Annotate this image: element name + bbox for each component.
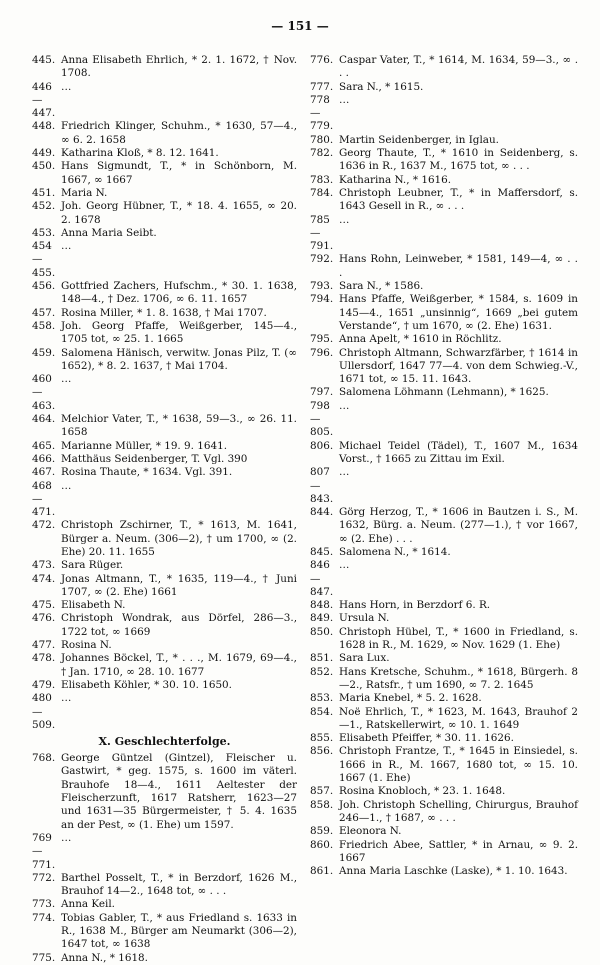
genealogy-entry xyxy=(310,214,578,254)
entry-number: 794. xyxy=(310,293,334,306)
entry-text: … xyxy=(339,93,350,106)
genealogy-entry xyxy=(310,825,578,838)
genealogy-entry xyxy=(310,400,578,440)
entry-text: Martin Seidenberger, in Iglau. xyxy=(339,133,499,146)
entry-number: 472. xyxy=(32,519,56,532)
genealogy-entry xyxy=(32,652,297,679)
genealogy-entry xyxy=(32,912,297,952)
entry-number: 449. xyxy=(32,147,56,160)
entry-text: Hans Horn, in Berzdorf 6. R. xyxy=(339,599,491,612)
genealogy-entry xyxy=(310,81,578,94)
entry-number: 783. xyxy=(310,173,334,186)
entry-number: 476. xyxy=(32,612,56,625)
genealogy-entry xyxy=(32,160,297,187)
entry-number: 465. xyxy=(32,439,56,452)
entry-text: Christoph Frantze, T., * 1645 in Einsiedel, s. 1666 in R., M. 1667, 1680 tot, ∞ 15. 10. 1667 (1. Ehe) xyxy=(339,745,578,785)
entry-text: Salomena Hänisch, verwitw. Jonas Pilz, T. (∞ 1652), * 8. 2. 1637, † Mai 1704. xyxy=(61,346,297,372)
entry-number: 806. xyxy=(310,439,334,452)
entry-text: Sara Lux. xyxy=(339,652,390,665)
entry-text: Hans Kretsche, Schuhm., * 1618, Bürgerh. 8—2., Ratsfr., † um 1690, ∞ 7. 2. 1645 xyxy=(339,665,578,691)
entry-text: Katharina Kloß, * 8. 12. 1641. xyxy=(61,147,219,160)
genealogy-entry xyxy=(310,865,578,878)
entry-text: Barthel Posselt, T., * in Berzdorf, 1626 M., Brauhof 14—2., 1648 tot, ∞ . . . xyxy=(61,871,297,898)
genealogy-entry xyxy=(310,666,578,693)
entry-text: Anna Keil. xyxy=(61,898,115,911)
entry-text: Elisabeth Köhler, * 30. 10. 1650. xyxy=(61,678,232,691)
entry-text: Katharina N., * 1616. xyxy=(339,173,452,186)
entry-text: Rosina Miller, * 1. 8. 1638, † Mai 1707. xyxy=(61,306,267,319)
genealogy-entry xyxy=(32,612,297,639)
entry-text: … xyxy=(61,479,72,492)
entry-number: 848. xyxy=(310,599,334,612)
entry-text: Marianne Müller, * 19. 9. 1641. xyxy=(61,439,228,452)
genealogy-entry xyxy=(32,679,297,692)
genealogy-entry xyxy=(32,952,297,965)
genealogy-entry xyxy=(32,692,297,732)
genealogy-entry xyxy=(32,347,297,374)
entry-number: 844. xyxy=(310,506,334,519)
genealogy-entry xyxy=(32,440,297,453)
entry-number: 459. xyxy=(32,346,56,359)
entry-text: Jonas Altmann, T., * 1635, 119—4., † Juni 1707, ∞ (2. Ehe) 1661 xyxy=(61,572,297,598)
entry-text: Friedrich Abee, Sattler, * in Arnau, ∞ 9. 2. 1667 xyxy=(339,838,578,864)
entry-text: Friedrich Klinger, Schuhm., * 1630, 57—4., ∞ 6. 2. 1658 xyxy=(61,120,297,146)
entry-number: 454—455. xyxy=(32,240,56,279)
entry-number: 785—791. xyxy=(310,213,334,253)
entry-number: 798—805. xyxy=(310,399,334,439)
entry-number: 460—463. xyxy=(32,373,56,412)
entry-text: … xyxy=(61,373,72,386)
entry-text: … xyxy=(339,399,350,412)
entry-number: 775. xyxy=(32,951,56,964)
genealogy-entry xyxy=(310,785,578,798)
entry-text: Gottfried Zachers, Hufschm., * 30. 1. 1638, 148—4., † Dez. 1706, ∞ 6. 11. 1657 xyxy=(61,280,297,306)
genealogy-entry xyxy=(310,347,578,387)
genealogy-entry xyxy=(310,839,578,866)
genealogy-entry xyxy=(310,386,578,399)
entry-text: George Güntzel (Gintzel), Fleischer u. Gastwirt, * geg. 1575, s. 1600 im väterl. Brauhofe 18—4., 1611 Aeltester der Fleischerzunft, 1617 Ratsherr, 1623—27 und 1631—35 Bürgermeister, † 5. 4. 1635 an der Pest, ∞ (1. Ehe) um 1597. xyxy=(61,752,297,831)
genealogy-entry xyxy=(32,307,297,320)
entry-text: Maria Knebel, * 5. 2. 1628. xyxy=(339,692,482,705)
genealogy-entry xyxy=(310,253,578,280)
genealogy-entry xyxy=(310,440,578,467)
entry-text: Anna N., * 1618. xyxy=(61,951,148,964)
entry-text: … xyxy=(339,466,350,479)
genealogy-entry xyxy=(310,187,578,214)
entry-number: 846—847. xyxy=(310,559,334,598)
genealogy-entry xyxy=(310,799,578,826)
entry-text: Sara N., * 1586. xyxy=(339,280,424,293)
entry-text: Rosina Thaute, * 1634. Vgl. 391. xyxy=(61,466,233,479)
entry-number: 769—771. xyxy=(32,831,56,871)
entry-text: Salomena Löhmann (Lehmann), * 1625. xyxy=(339,386,549,399)
genealogy-entry xyxy=(32,832,297,872)
entry-number: 773. xyxy=(32,898,56,911)
entry-number: 856. xyxy=(310,745,334,758)
entry-text: Anna Maria Seibt. xyxy=(61,226,157,239)
entry-text: Michael Teidel (Tädel), T., 1607 M., 1634 Vorst., † 1665 zu Zittau im Exil. xyxy=(339,439,578,465)
entry-number: 778—779. xyxy=(310,93,334,133)
entry-list-c xyxy=(310,54,578,878)
entry-number: 852. xyxy=(310,665,334,678)
entry-list-a xyxy=(32,54,297,732)
entry-number: 792. xyxy=(310,253,334,266)
genealogy-entry xyxy=(32,200,297,227)
entry-text: … xyxy=(339,213,350,226)
entry-number: 474. xyxy=(32,572,56,585)
entry-text: Hans Pfaffe, Weißgerber, * 1584, s. 1609 in 145—4., 1651 „unsinnig“, 1669 „bei gutem Verstande“, † um 1670, ∞ (2. Ehe) 1631. xyxy=(339,293,578,332)
entry-text: Sara Rüger. xyxy=(61,559,124,572)
section-heading: X. Geschlechterfolge. xyxy=(98,735,231,749)
entry-text: Christoph Hübel, T., * 1600 in Friedland, s. 1628 in R., M. 1629, ∞ Nov. 1629 (1. Ehe) xyxy=(339,625,578,652)
entry-number: 849. xyxy=(310,612,334,625)
entry-text: Joh. Christoph Schelling, Chirurgus, Brauhof 246—1., † 1687, ∞ . . . xyxy=(339,798,578,824)
genealogy-entry xyxy=(310,54,578,81)
entry-text: Georg Thaute, T., * 1610 in Seidenberg, s. 1636 in R., 1637 M., 1675 tot, ∞ . . . xyxy=(339,147,578,173)
entry-text: Noë Ehrlich, T., * 1623, M. 1643, Brauhof 2—1., Ratskellerwirt, ∞ 10. 1. 1649 xyxy=(339,705,578,731)
entry-text: Eleonora N. xyxy=(339,825,402,838)
entry-text: Melchior Vater, T., * 1638, 59—3., ∞ 26. 11. 1658 xyxy=(61,413,297,439)
entry-number: 855. xyxy=(310,732,334,745)
entry-number: 466. xyxy=(32,452,56,465)
genealogy-entry xyxy=(310,706,578,733)
genealogy-entry xyxy=(32,81,297,121)
entry-number: 793. xyxy=(310,280,334,293)
entry-number: 797. xyxy=(310,386,334,399)
genealogy-entry xyxy=(310,293,578,333)
genealogy-entry xyxy=(310,599,578,612)
entry-text: Johannes Böckel, T., * . . ., M. 1679, 69—4., † Jan. 1710, ∞ 28. 10. 1677 xyxy=(61,652,297,678)
entry-number: 451. xyxy=(32,186,56,199)
genealogy-entry xyxy=(32,599,297,612)
entry-text: … xyxy=(339,559,350,572)
entry-number: 850. xyxy=(310,625,334,638)
entry-text: Anna Maria Laschke (Laske), * 1. 10. 1643. xyxy=(339,865,568,878)
entry-text: Christoph Leubner, T., * in Maffersdorf, s. 1643 Gesell in R., ∞ . . . xyxy=(339,186,578,213)
entry-number: 458. xyxy=(32,319,56,332)
genealogy-entry xyxy=(310,280,578,293)
genealogy-entry xyxy=(310,333,578,346)
entry-number: 479. xyxy=(32,678,56,691)
entry-number: 796. xyxy=(310,346,334,359)
genealogy-entry xyxy=(32,872,297,899)
genealogy-entry xyxy=(32,898,297,911)
entry-number: 452. xyxy=(32,200,56,213)
entry-text: Anna Elisabeth Ehrlich, * 2. 1. 1672, † Nov. 1708. xyxy=(61,54,297,80)
genealogy-entry xyxy=(32,519,297,559)
genealogy-entry xyxy=(32,639,297,652)
entry-number: 857. xyxy=(310,785,334,798)
entry-text: Hans Rohn, Leinweber, * 1581, 149—4, ∞ . . . xyxy=(339,253,578,279)
entry-number: 475. xyxy=(32,599,56,612)
genealogy-entry xyxy=(310,506,578,546)
entry-text: Caspar Vater, T., * 1614, M. 1634, 59—3., ∞ . . . xyxy=(339,54,578,80)
entry-text: Tobias Gabler, T., * aus Friedland s. 1633 in R., 1638 M., Bürger am Neumarkt (306—2), 1647 tot, ∞ 1638 xyxy=(61,911,297,951)
genealogy-entry xyxy=(310,134,578,147)
entry-number: 853. xyxy=(310,692,334,705)
entry-number: 467. xyxy=(32,466,56,479)
genealogy-entry xyxy=(32,413,297,440)
entry-number: 860. xyxy=(310,838,334,851)
genealogy-entry xyxy=(310,546,578,559)
entry-number: 859. xyxy=(310,825,334,838)
entry-number: 468—471. xyxy=(32,479,56,519)
genealogy-entry xyxy=(32,320,297,347)
genealogy-entry xyxy=(310,692,578,705)
entry-text: … xyxy=(61,831,72,844)
genealogy-entry xyxy=(32,280,297,307)
genealogy-entry xyxy=(310,94,578,134)
entry-number: 795. xyxy=(310,333,334,346)
entry-text: Hans Sigmundt, T., * in Schönborn, M. 1667, ∞ 1667 xyxy=(61,160,297,186)
entry-number: 456. xyxy=(32,280,56,293)
entry-text: Christoph Zschirner, T., * 1613, M. 1641, Bürger a. Neum. (306—2), † um 1700, ∞ (2. Ehe) 20. 11. 1655 xyxy=(61,519,297,558)
entry-number: 473. xyxy=(32,559,56,572)
genealogy-entry xyxy=(32,480,297,520)
entry-text: Sara N., * 1615. xyxy=(339,80,424,93)
entry-text: Elisabeth Pfeiffer, * 30. 11. 1626. xyxy=(339,732,514,745)
left-column xyxy=(32,54,297,965)
entry-text: … xyxy=(61,80,72,93)
entry-text: Christoph Wondrak, aus Dörfel, 286—3., 1722 tot, ∞ 1669 xyxy=(61,612,297,638)
genealogy-entry xyxy=(32,453,297,466)
entry-text: Christoph Altmann, Schwarzfärber, † 1614 in Ullersdorf, 1647 77—4. von dem Schwieg.-V., 1671 tot, ∞ 15. 11. 1643. xyxy=(339,346,578,386)
entry-text: Elisabeth N. xyxy=(61,599,126,612)
genealogy-entry xyxy=(310,466,578,506)
entry-text: … xyxy=(61,240,72,253)
genealogy-entry xyxy=(32,559,297,572)
entry-text: Rosina N. xyxy=(61,639,112,652)
entry-number: 780. xyxy=(310,133,334,146)
entry-number: 858. xyxy=(310,798,334,811)
entry-number: 851. xyxy=(310,652,334,665)
entry-text: Ursula N. xyxy=(339,612,390,625)
entry-number: 446—447. xyxy=(32,80,56,120)
entry-number: 861. xyxy=(310,865,334,878)
page-number: — 151 — xyxy=(271,19,329,33)
entry-number: 457. xyxy=(32,306,56,319)
genealogy-entry xyxy=(32,240,297,280)
entry-text: Rosina Knobloch, * 23. 1. 1648. xyxy=(339,785,506,798)
entry-number: 784. xyxy=(310,186,334,199)
entry-number: 845. xyxy=(310,545,334,558)
entry-list-b xyxy=(32,752,297,965)
entry-number: 453. xyxy=(32,226,56,239)
genealogy-entry xyxy=(310,745,578,785)
genealogy-entry xyxy=(310,652,578,665)
entry-number: 782. xyxy=(310,147,334,160)
entry-number: 450. xyxy=(32,160,56,173)
genealogy-entry xyxy=(32,187,297,200)
genealogy-entry xyxy=(32,147,297,160)
genealogy-entry xyxy=(310,612,578,625)
entry-number: 854. xyxy=(310,705,334,718)
genealogy-entry xyxy=(310,147,578,174)
entry-number: 464. xyxy=(32,413,56,426)
genealogy-entry xyxy=(32,373,297,413)
entry-number: 477. xyxy=(32,639,56,652)
entry-number: 774. xyxy=(32,911,56,924)
entry-text: Anna Apelt, * 1610 in Röchlitz. xyxy=(339,333,502,346)
entry-number: 478. xyxy=(32,652,56,665)
entry-number: 448. xyxy=(32,120,56,133)
entry-text: Joh. Georg Hübner, T., * 18. 4. 1655, ∞ 20. 2. 1678 xyxy=(61,200,297,226)
genealogy-entry xyxy=(32,227,297,240)
entry-number: 480—509. xyxy=(32,692,56,731)
genealogy-entry xyxy=(32,573,297,600)
genealogy-entry xyxy=(310,174,578,187)
genealogy-entry xyxy=(32,466,297,479)
genealogy-entry xyxy=(310,732,578,745)
entry-number: 772. xyxy=(32,871,56,884)
entry-number: 768. xyxy=(32,752,56,765)
genealogy-entry xyxy=(32,752,297,832)
entry-text: Salomena N., * 1614. xyxy=(339,545,451,558)
genealogy-entry xyxy=(310,626,578,653)
entry-text: Maria N. xyxy=(61,186,108,199)
genealogy-entry xyxy=(32,120,297,147)
entry-number: 445. xyxy=(32,54,56,66)
entry-text: Joh. Georg Pfaffe, Weißgerber, 145—4., 1705 tot, ∞ 25. 1. 1665 xyxy=(61,319,297,346)
entry-number: 776. xyxy=(310,54,334,66)
genealogy-entry xyxy=(310,559,578,599)
entry-text: … xyxy=(61,692,72,705)
genealogy-entry xyxy=(32,54,297,81)
entry-number: 777. xyxy=(310,80,334,93)
entry-text: Matthäus Seidenberger, T. Vgl. 390 xyxy=(61,452,248,465)
right-column xyxy=(310,54,578,878)
entry-number: 807—843. xyxy=(310,466,334,505)
entry-text: Görg Herzog, T., * 1606 in Bautzen i. S., M. 1632, Bürg. a. Neum. (277—1.), † vor 1667, ∞ (2. Ehe) . . . xyxy=(339,506,578,545)
